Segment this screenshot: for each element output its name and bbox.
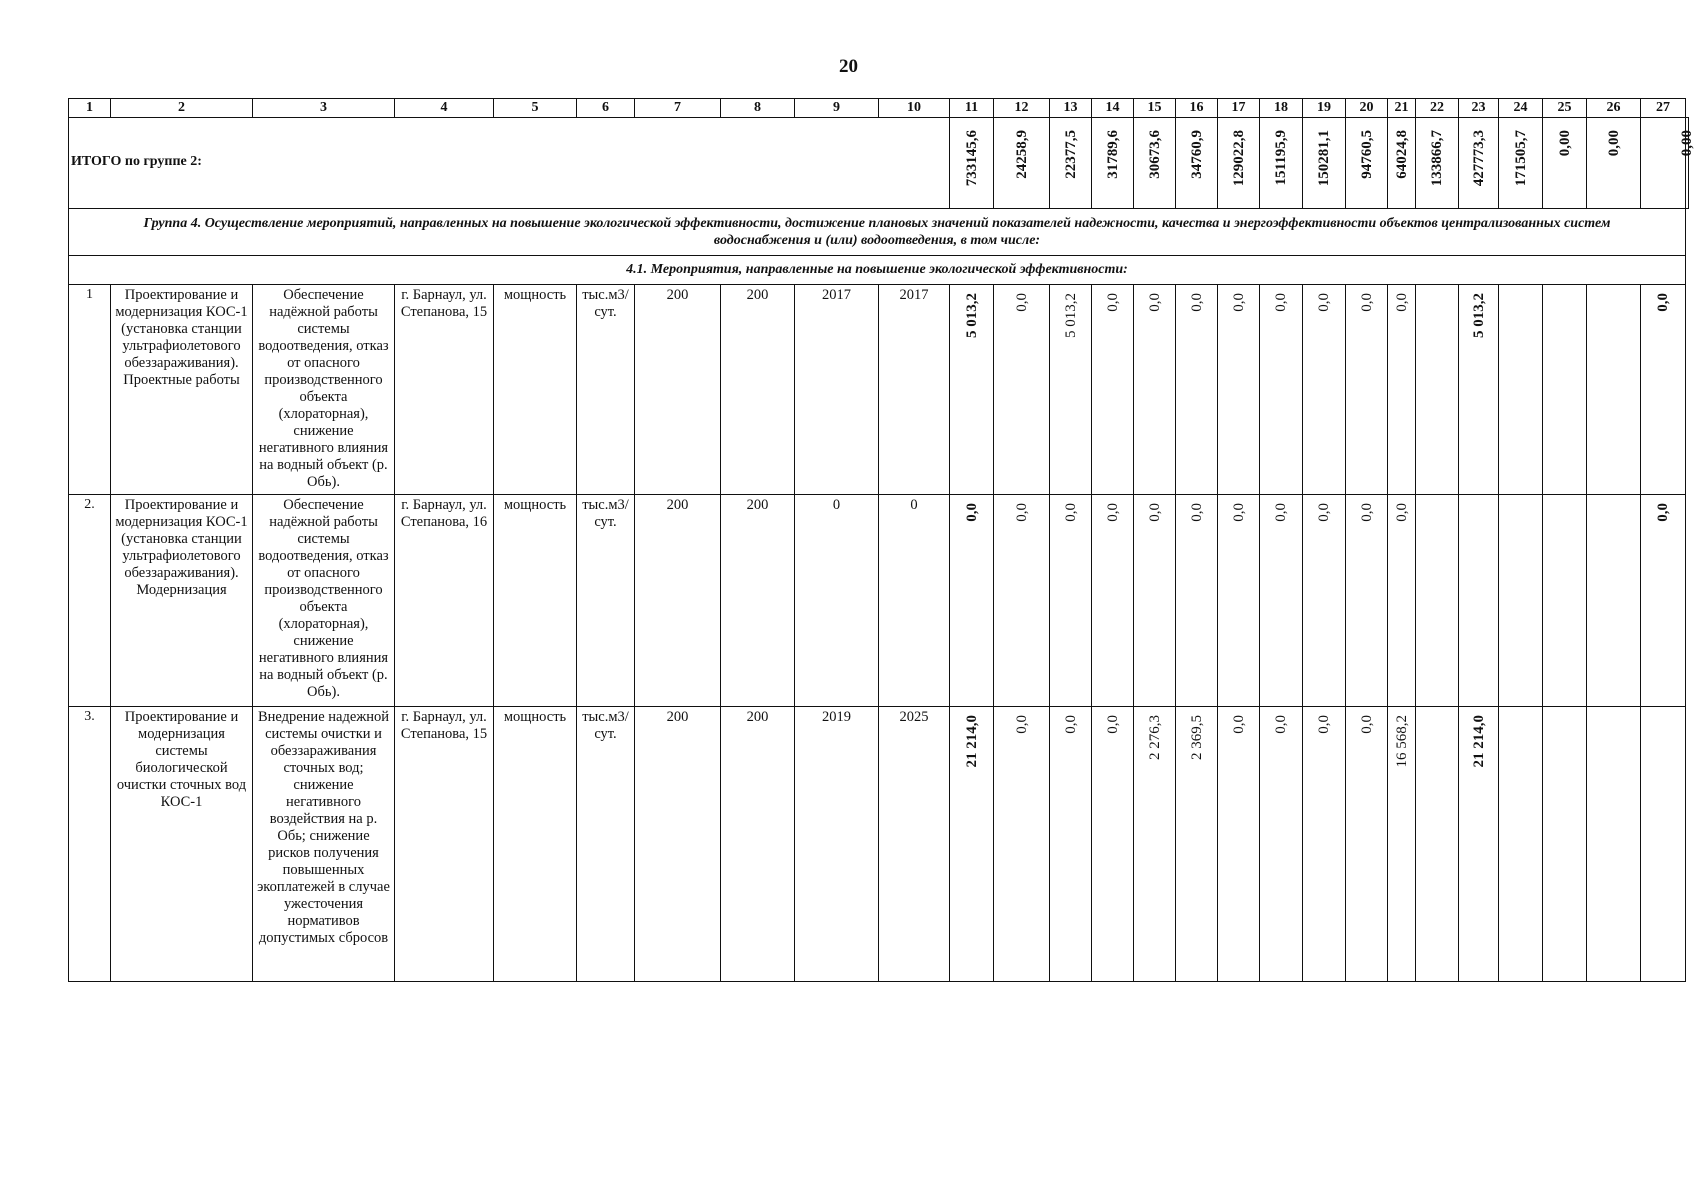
value-cell	[1587, 495, 1641, 707]
cell-value: 0,0	[1316, 715, 1332, 734]
total-cell	[1416, 118, 1459, 209]
value-cell	[1499, 495, 1543, 707]
cell-value: 0,0	[1273, 715, 1289, 734]
cell-value: 0,0	[1655, 293, 1671, 312]
cell-value: 0,0	[963, 503, 980, 522]
value-cell	[1134, 285, 1176, 495]
row-number: 2.	[69, 495, 111, 707]
value-cell	[1260, 707, 1303, 982]
value-cell	[1218, 285, 1260, 495]
value-cell	[1176, 495, 1218, 707]
cell-value: 0,0	[1358, 503, 1375, 522]
measure-purpose: Обеспечение надёжной работы системы водоотведения, отказ от опасного производственного объекта (хлораторная), снижение негативного влияния на водный объект (р. Обь).	[253, 495, 395, 707]
value-cell	[1218, 495, 1260, 707]
value-cell	[994, 495, 1050, 707]
measure-purpose: Обеспечение надёжной работы системы водоотведения, отказ от опасного производственного объекта (хлораторная), снижение негативного влияния на водный объект (р. Обь).	[253, 285, 395, 495]
value-cell	[1641, 495, 1686, 707]
total-value: 0,00	[1556, 130, 1573, 157]
value-cell	[1416, 495, 1459, 707]
year-start: 2019	[795, 707, 879, 982]
cell-value: 0,0	[1358, 715, 1375, 734]
cell-value: 0,0	[1104, 715, 1121, 734]
column-number: 17	[1218, 99, 1260, 118]
column-number: 22	[1416, 99, 1459, 118]
value-cell	[1176, 707, 1218, 982]
column-number: 8	[721, 99, 795, 118]
column-number: 25	[1543, 99, 1587, 118]
column-number: 23	[1459, 99, 1499, 118]
value-cell	[1543, 707, 1587, 982]
cell-value: 21 214,0	[1470, 715, 1487, 768]
parameter-unit: тыс.м3/ сут.	[577, 707, 635, 982]
total-cell	[950, 118, 994, 209]
cell-value: 0,0	[1316, 503, 1332, 522]
value-cell	[1641, 285, 1686, 495]
parameter-name: мощность	[494, 495, 577, 707]
parameter-unit: тыс.м3/ сут.	[577, 285, 635, 495]
total-cell	[1587, 118, 1641, 209]
column-number: 13	[1050, 99, 1092, 118]
value-cell	[1543, 285, 1587, 495]
parameter-name: мощность	[494, 285, 577, 495]
table-row	[69, 495, 1689, 707]
value-before: 200	[635, 707, 721, 982]
total-value: 0,00	[1605, 130, 1622, 157]
value-cell	[1176, 285, 1218, 495]
group-heading: Группа 4. Осуществление мероприятий, направленных на повышение экологической эффективности, достижение плановых значений показателей надежности, качества и энергоэффективности объектов централизованных систем водоснабжения и (или) водоотведения, в том числе:	[69, 209, 1686, 256]
value-cell	[1459, 495, 1499, 707]
column-number: 20	[1346, 99, 1388, 118]
column-number: 10	[879, 99, 950, 118]
measure-purpose: Внедрение надежной системы очистки и обеззараживания сточных вод; снижение негативного воздействия на р. Обь; снижение рисков получения повышенных экоплатежей в случае ужесточения нормативов допустимых сбросов	[253, 707, 395, 982]
cell-value: 0,0	[1655, 503, 1671, 522]
value-cell	[1092, 707, 1134, 982]
cell-value: 2 369,5	[1188, 715, 1205, 760]
column-number: 5	[494, 99, 577, 118]
value-cell	[950, 285, 994, 495]
total-value: 31789,6	[1104, 130, 1121, 179]
measure-location: г. Барнаул, ул. Степанова, 15	[395, 285, 494, 495]
value-before: 200	[635, 285, 721, 495]
row-number: 1	[69, 285, 111, 495]
total-value: 22377,5	[1062, 130, 1079, 179]
cell-value: 21 214,0	[963, 715, 980, 768]
value-cell	[1092, 285, 1134, 495]
total-value: 30673,6	[1146, 130, 1163, 179]
total-cell	[1176, 118, 1218, 209]
cell-value: 5 013,2	[1470, 293, 1487, 338]
total-cell	[1679, 118, 1695, 209]
year-end: 0	[879, 495, 950, 707]
value-cell	[950, 495, 994, 707]
cell-value: 0,0	[1188, 503, 1205, 522]
value-cell	[1134, 707, 1176, 982]
value-cell	[1346, 495, 1388, 707]
total-value: 427773,3	[1470, 130, 1487, 187]
total-cell	[1388, 118, 1416, 209]
value-cell	[1587, 707, 1641, 982]
cell-value: 0,0	[1146, 293, 1163, 312]
value-after: 200	[721, 707, 795, 982]
cell-value: 0,0	[1393, 503, 1410, 522]
cell-value: 0,0	[1188, 293, 1205, 312]
measure-name: Проектирование и модернизация системы биологической очистки сточных вод КОС-1	[111, 707, 253, 982]
row-number: 3.	[69, 707, 111, 982]
subgroup-heading: 4.1. Мероприятия, направленные на повышение экологической эффективности:	[69, 256, 1686, 285]
value-cell	[1388, 285, 1416, 495]
column-number: 19	[1303, 99, 1346, 118]
value-before: 200	[635, 495, 721, 707]
value-cell	[1416, 707, 1459, 982]
cell-value: 0,0	[1104, 503, 1121, 522]
total-cell	[1303, 118, 1346, 209]
total-value: 64024,8	[1393, 130, 1410, 179]
total-value: 133866,7	[1429, 130, 1445, 187]
subgroup-heading-row	[69, 256, 1689, 285]
value-cell	[1346, 707, 1388, 982]
total-value: 733145,6	[963, 130, 980, 187]
value-cell	[1587, 285, 1641, 495]
total-value: 171505,7	[1512, 130, 1529, 187]
value-cell	[1260, 495, 1303, 707]
column-number: 11	[950, 99, 994, 118]
total-cell	[1260, 118, 1303, 209]
year-end: 2025	[879, 707, 950, 982]
value-cell	[1388, 707, 1416, 982]
total-cell	[1050, 118, 1092, 209]
year-start: 2017	[795, 285, 879, 495]
column-number: 14	[1092, 99, 1134, 118]
column-number-row	[69, 99, 1689, 118]
column-number: 2	[111, 99, 253, 118]
parameter-name: мощность	[494, 707, 577, 982]
parameter-unit: тыс.м3/ сут.	[577, 495, 635, 707]
total-cell	[1092, 118, 1134, 209]
value-cell	[1416, 285, 1459, 495]
value-cell	[1641, 707, 1686, 982]
cell-value: 5 013,2	[963, 293, 980, 338]
table-row	[69, 707, 1689, 982]
value-cell	[1499, 707, 1543, 982]
cell-value: 5 013,2	[1062, 293, 1079, 338]
total-value: 151195,9	[1273, 130, 1289, 186]
column-number: 3	[253, 99, 395, 118]
value-cell	[1459, 285, 1499, 495]
value-cell	[1134, 495, 1176, 707]
column-number: 7	[635, 99, 721, 118]
column-number: 12	[994, 99, 1050, 118]
cell-value: 0,0	[1013, 503, 1030, 522]
column-number: 27	[1641, 99, 1686, 118]
total-cell	[1543, 118, 1587, 209]
column-number: 1	[69, 99, 111, 118]
value-cell	[1303, 707, 1346, 982]
cell-value: 0,0	[1273, 293, 1289, 312]
cell-value: 0,0	[1146, 503, 1163, 522]
cell-value: 0,0	[1393, 293, 1410, 312]
cell-value: 0,0	[1230, 715, 1247, 734]
total-cell	[1499, 118, 1543, 209]
column-number: 21	[1388, 99, 1416, 118]
cell-value: 0,0	[1104, 293, 1121, 312]
total-cell	[1346, 118, 1388, 209]
column-number: 15	[1134, 99, 1176, 118]
total-value: 0,00	[1679, 130, 1695, 157]
group-heading-row	[69, 209, 1689, 256]
cell-value: 0,0	[1062, 715, 1079, 734]
value-cell	[1303, 495, 1346, 707]
group-total-row	[69, 118, 1689, 209]
value-cell	[994, 707, 1050, 982]
value-cell	[1050, 707, 1092, 982]
cell-value: 0,0	[1062, 503, 1079, 522]
measure-location: г. Барнаул, ул. Степанова, 15	[395, 707, 494, 982]
value-cell	[950, 707, 994, 982]
measure-name: Проектирование и модернизация КОС-1 (установка станции ультрафиолетового обеззараживания). Модернизация	[111, 495, 253, 707]
year-start: 0	[795, 495, 879, 707]
value-cell	[1092, 495, 1134, 707]
group-total-label-text: ИТОГО по группе 2:	[71, 154, 202, 169]
total-cell	[1218, 118, 1260, 209]
value-cell	[1050, 495, 1092, 707]
table-row	[69, 285, 1689, 495]
value-cell	[994, 285, 1050, 495]
value-cell	[1260, 285, 1303, 495]
cell-value: 0,0	[1230, 503, 1247, 522]
value-cell	[1543, 495, 1587, 707]
page-number: 20	[839, 56, 858, 77]
measure-name: Проектирование и модернизация КОС-1 (установка станции ультрафиолетового обеззараживания). Проектные работы	[111, 285, 253, 495]
year-end: 2017	[879, 285, 950, 495]
cell-value: 0,0	[1273, 503, 1289, 522]
cell-value: 0,0	[1230, 293, 1247, 312]
column-number: 16	[1176, 99, 1218, 118]
value-cell	[1499, 285, 1543, 495]
value-after: 200	[721, 495, 795, 707]
cell-value: 0,0	[1013, 293, 1030, 312]
cell-value: 0,0	[1013, 715, 1030, 734]
cell-value: 0,0	[1316, 293, 1332, 312]
cell-value: 16 568,2	[1393, 715, 1410, 768]
value-cell	[1218, 707, 1260, 982]
column-number: 24	[1499, 99, 1543, 118]
total-value: 150281,1	[1316, 130, 1332, 187]
column-number: 9	[795, 99, 879, 118]
total-cell	[994, 118, 1050, 209]
column-number: 4	[395, 99, 494, 118]
value-cell	[1303, 285, 1346, 495]
cell-value: 0,0	[1358, 293, 1375, 312]
column-number: 18	[1260, 99, 1303, 118]
measure-location: г. Барнаул, ул. Степанова, 16	[395, 495, 494, 707]
value-cell	[1050, 285, 1092, 495]
value-cell	[1459, 707, 1499, 982]
column-number: 26	[1587, 99, 1641, 118]
investment-program-table	[68, 98, 1695, 982]
value-after: 200	[721, 285, 795, 495]
total-cell	[1134, 118, 1176, 209]
group-total-label	[69, 118, 950, 209]
total-value: 94760,5	[1358, 130, 1375, 179]
total-cell	[1459, 118, 1499, 209]
total-value: 129022,8	[1230, 130, 1247, 187]
cell-value: 2 276,3	[1146, 715, 1163, 760]
column-number: 6	[577, 99, 635, 118]
total-value: 34760,9	[1188, 130, 1205, 179]
total-value: 24258,9	[1013, 130, 1030, 179]
value-cell	[1346, 285, 1388, 495]
value-cell	[1388, 495, 1416, 707]
